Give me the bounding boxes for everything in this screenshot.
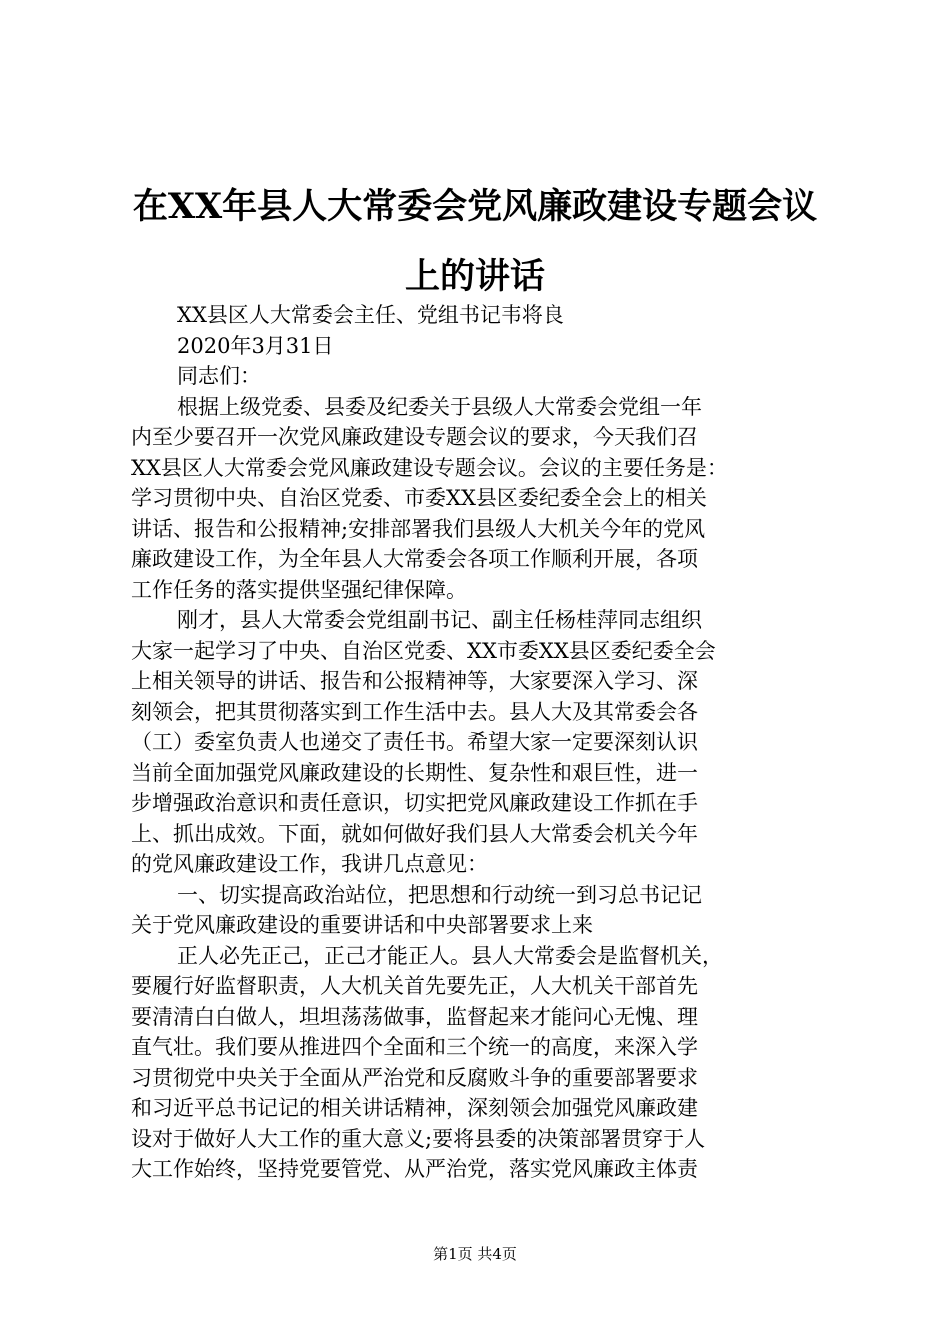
text-line: 要履行好监督职责，人大机关首先要先正，人大机关干部首先 xyxy=(131,974,698,998)
text-line: 刚才，县人大常委会党组副书记、副主任杨桂萍同志组织 xyxy=(177,608,702,632)
section-heading-line: 一、切实提高政治站位，把思想和行动统一到习总书记记 xyxy=(177,882,702,907)
document-body xyxy=(131,300,831,1185)
text-line: 习贯彻党中央关于全面从严治党和反腐败斗争的重要部署要求 xyxy=(131,1065,698,1090)
text-line: 要清清白白做人，坦坦荡荡做事，监督起来才能问心无愧、理 xyxy=(131,1004,698,1029)
date-line: 2020年3月31日 xyxy=(177,333,334,358)
text-line: XX县区人大常委会党风廉政建设专题会议。会议的主要任务是： xyxy=(131,455,728,480)
text-line: 和习近平总书记记的相关讲话精神，深刻领会加强党风廉政建 xyxy=(131,1096,698,1120)
text-line: 上、抓出成效。下面，就如何做好我们县人大常委会机关今年 xyxy=(131,821,698,846)
text-line: 工作任务的落实提供坚强纪律保障。 xyxy=(131,577,467,602)
text-line: 内至少要召开一次党风廉政建设专题会议的要求，今天我们召 xyxy=(131,425,698,449)
text-line: 刻领会，把其贯彻落实到工作生活中去。县人大及其常委会各 xyxy=(131,699,698,724)
text-line: 上相关领导的讲话、报告和公报精神等，大家要深入学习、深 xyxy=(131,669,698,693)
text-line: 的党风廉政建设工作，我讲几点意见： xyxy=(131,852,488,876)
document-title xyxy=(100,172,850,312)
page-footer xyxy=(0,1244,950,1264)
text-line: 正人必先正己，正己才能正人。县人大常委会是监督机关， xyxy=(177,943,723,968)
page-number: 第1页 共4页 xyxy=(433,1245,517,1263)
salutation-line: 同志们： xyxy=(177,364,261,388)
section-heading-line: 关于党风廉政建设的重要讲话和中央部署要求上来 xyxy=(131,913,593,937)
text-line: 讲话、报告和公报精神;安排部署我们县级人大机关今年的党风 xyxy=(131,516,706,541)
text-line: 大工作始终，坚持党要管党、从严治党，落实党风廉政主体责 xyxy=(131,1157,698,1181)
text-line: 廉政建设工作，为全年县人大常委会各项工作顺利开展，各项 xyxy=(131,547,698,571)
text-line: 学习贯彻中央、自治区党委、市委XX县区委纪委全会上的相关 xyxy=(131,486,707,510)
text-line: 根据上级党委、县委及纪委关于县级人大常委会党组一年 xyxy=(177,394,702,419)
text-line: 大家一起学习了中央、自治区党委、XX市委XX县区委纪委全会 xyxy=(131,638,716,663)
text-line: 设对于做好人大工作的重大意义;要将县委的决策部署贯穿于人 xyxy=(131,1126,706,1151)
title-line-1: 在XX年县人大常委会党风廉政建设专题会议 xyxy=(132,186,818,227)
text-line: 当前全面加强党风廉政建设的长期性、复杂性和艰巨性，进一 xyxy=(131,760,698,785)
text-line: 步增强政治意识和责任意识，切实把党风廉政建设工作抓在手 xyxy=(131,791,698,815)
text-line: （工）委室负责人也递交了责任书。希望大家一定要深刻认识 xyxy=(131,730,698,754)
text-line: 直气壮。我们要从推进四个全面和三个统一的高度，来深入学 xyxy=(131,1035,698,1059)
author-line: XX县区人大常委会主任、党组书记韦将良 xyxy=(177,303,564,327)
title-line-2: 上的讲话 xyxy=(404,256,545,297)
